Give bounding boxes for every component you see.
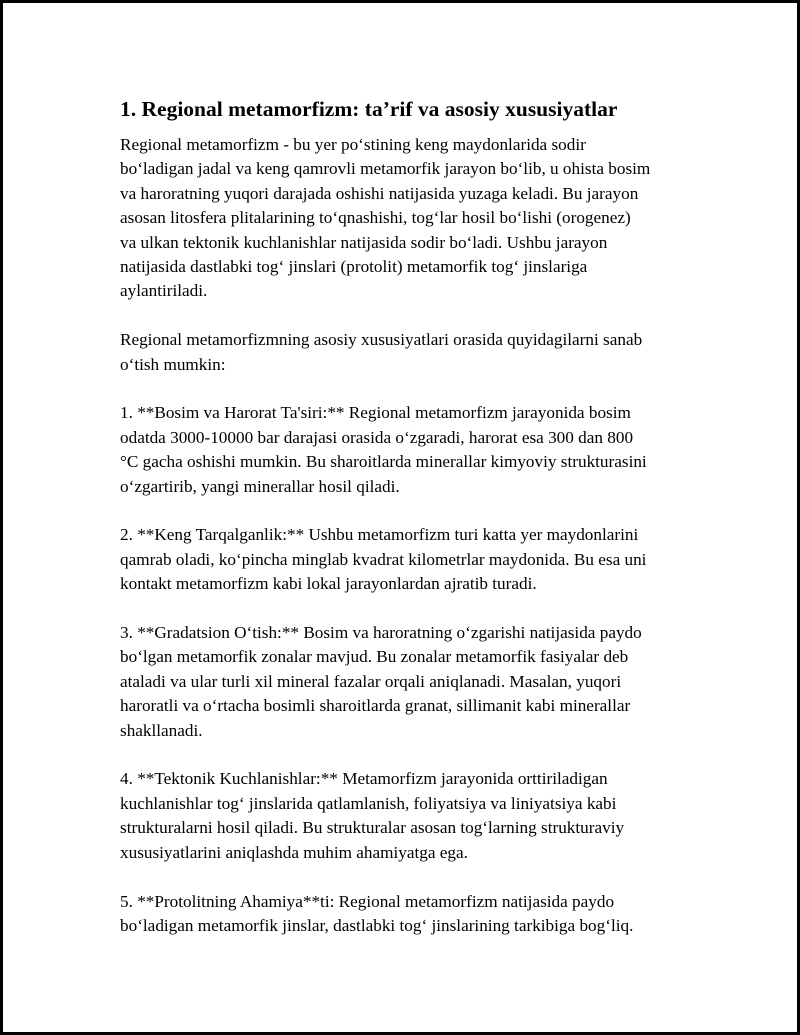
text-line: bo‘ladigan jadal va keng qamrovli metamorfik jarayon bo‘lib, u ohista bosim [120,159,651,179]
section-heading: 1. Regional metamorfizm: ta’rif va asosiy xususiyatlar [120,97,618,121]
text-line: kontakt metamorfizm kabi lokal jarayonlardan ajratib turadi. [120,574,537,594]
text-line: bo‘ladigan metamorfik jinslar, dastlabki tog‘ jinslarining tarkibiga bog‘liq. [120,915,634,935]
text-line: asosan litosfera plitalarining to‘qnashishi, tog‘lar hosil bo‘lishi (orogenez) [120,208,631,228]
text-line: 1. **Bosim va Harorat Ta'siri:** Regional metamorfizm jarayonida bosim [120,403,631,423]
text-line: shakllanadi. [120,720,203,740]
text-line: va haroratning yuqori darajada oshishi natijasida yuzaga keladi. Bu jarayon [120,183,639,203]
list-item-2 [120,523,695,596]
text-line: Regional metamorfizm - bu yer po‘stining keng maydonlarida sodir [120,135,586,154]
text-line: natijasida dastlabki tog‘ jinslari (protolit) metamorfik tog‘ jinslariga [120,257,588,277]
list-item-1 [120,401,695,499]
list-item-4 [120,767,695,865]
text-line: bo‘lgan metamorfik zonalar mavjud. Bu zonalar metamorfik fasiyalar deb [120,647,629,667]
document-body [120,95,695,963]
text-line: qamrab oladi, ko‘pincha minglab kvadrat kilometrlar maydonida. Bu esa uni [120,549,647,569]
text-line: 2. **Keng Tarqalganlik:** Ushbu metamorfizm turi katta yer maydonlarini [120,525,639,545]
text-line: 4. **Tektonik Kuchlanishlar:** Metamorfizm jarayonida orttiriladigan [120,769,608,789]
paragraph-definition [120,133,695,304]
text-line: o‘zgartirib, yangi minerallar hosil qiladi. [120,476,400,496]
text-line: 3. **Gradatsion O‘tish:** Bosim va haroratning o‘zgarishi natijasida paydo [120,623,642,643]
text-line: 5. **Protolitning Ahamiya**ti: Regional metamorfizm natijasida paydo [120,891,615,911]
list-item-5 [120,890,695,939]
list-item-3 [120,621,695,743]
text-line: kuchlanishlar tog‘ jinslarida qatlamlanish, foliyatsiya va liniyatsiya kabi [120,793,617,813]
text-line: °C gacha oshishi mumkin. Bu sharoitlarda minerallar kimyoviy strukturasini [120,452,647,472]
paragraph-intro [120,328,695,377]
text-line: aylantiriladi. [120,281,208,301]
text-line: Regional metamorfizmning asosiy xususiyatlari orasida quyidagilarni sanab [120,330,643,350]
text-line: xususiyatlarini aniqlashda muhim ahamiyatga ega. [120,842,468,862]
text-line: ataladi va ular turli xil mineral fazalar orqali aniqlanadi. Masalan, yuqori [120,671,622,691]
text-line: va ulkan tektonik kuchlanishlar natijasida sodir bo‘ladi. Ushbu jarayon [120,232,608,252]
text-line: strukturalarni hosil qiladi. Bu strukturalar asosan tog‘larning strukturaviy [120,818,625,838]
text-line: haroratli va o‘rtacha bosimli sharoitlarda granat, sillimanit kabi minerallar [120,696,631,716]
text-line: odatda 3000-10000 bar darajasi orasida o‘zgaradi, harorat esa 300 dan 800 [120,427,634,447]
text-line: o‘tish mumkin: [120,354,226,374]
